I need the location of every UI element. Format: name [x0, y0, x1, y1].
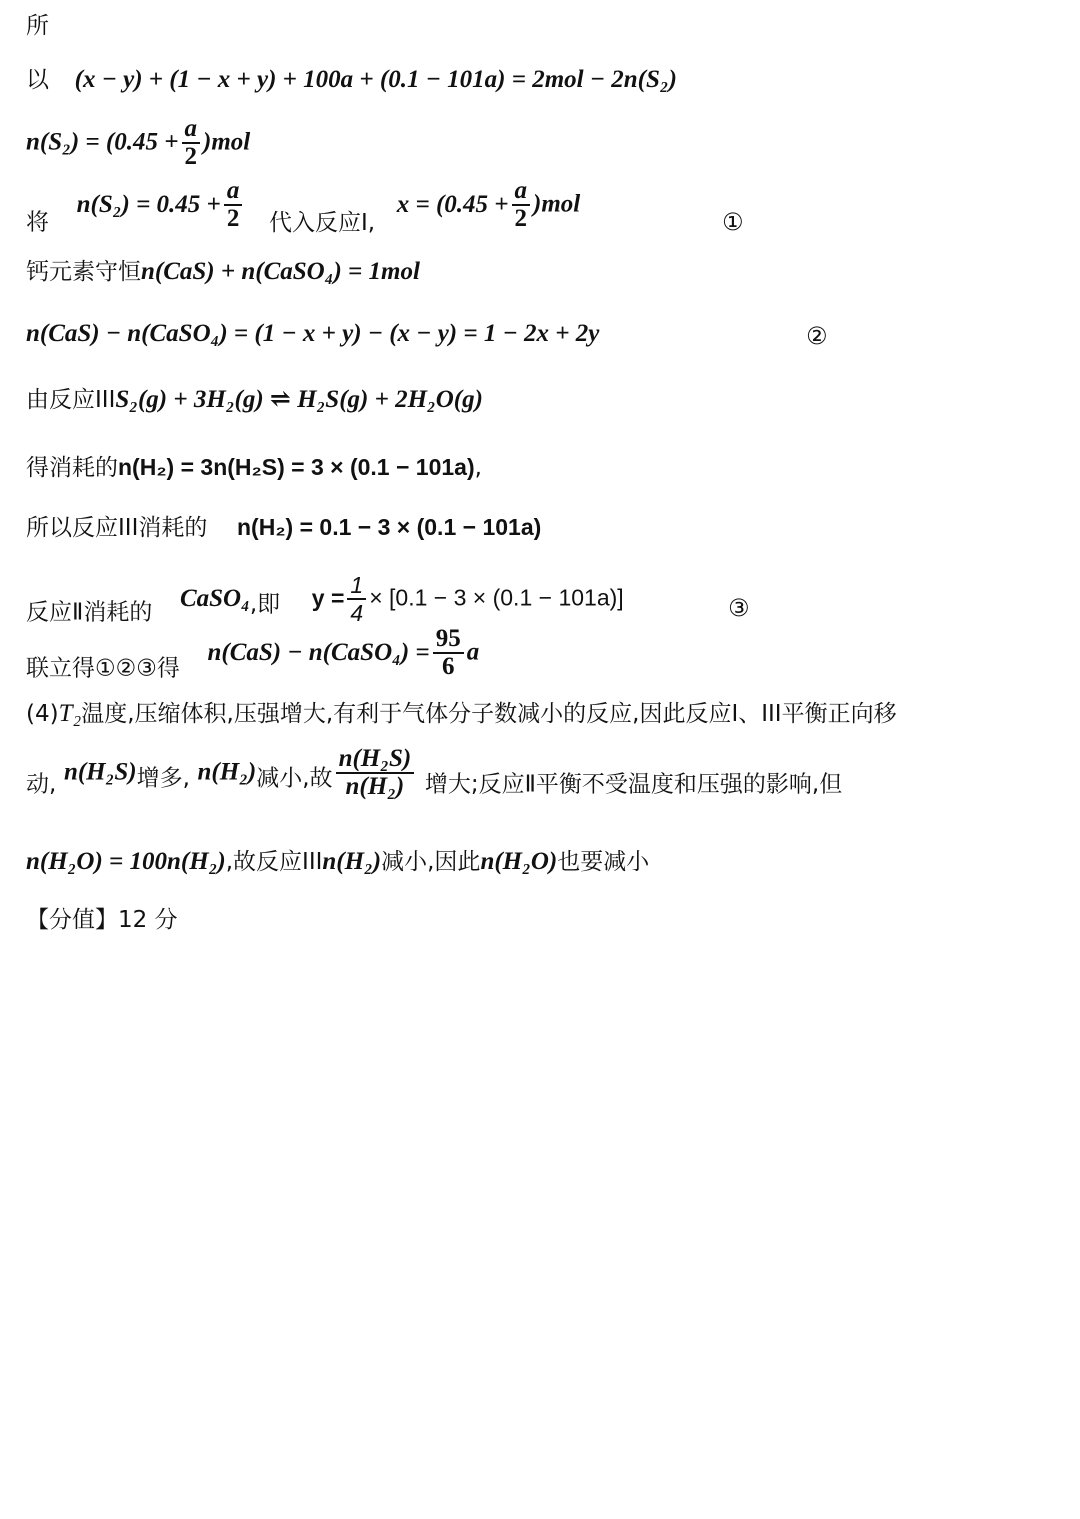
formula-caso4: CaSO₄: [179, 584, 250, 612]
text-substitute-reaction-1: 代入反应Ⅰ,: [268, 209, 376, 236]
text-increase: 增多,: [136, 765, 190, 792]
text-consumed: 得消耗的: [26, 455, 118, 481]
formula-n-h2: n(H₂): [197, 758, 257, 786]
line-6: [26, 318, 599, 349]
fraction-numerator: a: [512, 178, 531, 206]
text-part-4: (4): [26, 701, 59, 727]
line-2: [26, 64, 677, 95]
text-from-reaction-3: 由反应III: [26, 387, 116, 413]
fraction-numerator: n(H₂S): [336, 746, 415, 774]
line-3: [26, 116, 250, 170]
symbol-t2: T₂: [58, 700, 82, 727]
line-14: [26, 846, 649, 877]
fraction-numerator: 95: [433, 626, 464, 654]
line-5: [26, 256, 420, 287]
fraction-95-over-6: [433, 626, 464, 680]
equation-result-variable: a: [466, 638, 480, 666]
equation-ns2-rhs: )mol: [203, 128, 251, 156]
fraction-a-over-2: [224, 178, 243, 232]
fraction-denominator: n(H₂): [345, 773, 405, 800]
equation-calcium-difference: n(CaS) − n(CaSO₄) = (1 − x + y) − (x − y) = 1 − 2x + 2y: [26, 320, 600, 347]
text-decrease-therefore: 减小,因此: [381, 849, 481, 875]
fraction-h2s-over-h2: [336, 746, 415, 800]
formula-n-h2: n(H₂): [322, 848, 382, 875]
fraction-a-over-2: [512, 178, 531, 232]
marker-1: ①: [722, 208, 744, 236]
fraction-numerator: a: [182, 116, 201, 144]
fraction-a-over-2: [182, 116, 201, 170]
formula-n-h2s: n(H₂S): [63, 758, 137, 786]
text-reaction-2-consumed: 反应Ⅱ消耗的: [26, 599, 153, 626]
text-calcium-conservation: 钙元素守恒: [26, 259, 141, 285]
text-also-decrease: 也要减小: [557, 849, 650, 875]
line-15: [26, 904, 178, 935]
text-decrease-so: 减小,故: [256, 765, 333, 792]
text-explanation-2: 增大;反应Ⅱ平衡不受温度和压强的影响,但: [424, 771, 843, 798]
text-suo: 所: [26, 13, 49, 39]
text-move: 动,: [26, 771, 57, 798]
equation-result-lhs: n(CaS) − n(CaSO₄) =: [207, 638, 430, 666]
equation-h2-reaction-3: n(H₂) = 0.1 − 3 × (0.1 − 101a): [237, 514, 542, 540]
line-9: [26, 512, 541, 543]
fraction-1-over-4: [347, 572, 366, 626]
text-yi: 以: [26, 67, 49, 93]
text-comma: ,: [474, 455, 482, 481]
line-4: [26, 178, 580, 238]
equation-y-expression: × [0.1 − 3 × (0.1 − 101a)]: [369, 584, 624, 611]
fraction-denominator: 2: [514, 205, 528, 232]
text-reaction-3-consumed: 所以反应III消耗的: [26, 515, 208, 541]
equation-ns2-value: n(S₂) = 0.45 +: [76, 190, 221, 218]
equation-water-ratio: n(H₂O) = 100n(H₂): [26, 848, 226, 875]
marker-2: ②: [806, 322, 828, 350]
equation-calcium-sum: n(CaS) + n(CaSO₄) = 1mol: [141, 258, 420, 285]
line-10: [26, 572, 624, 628]
equation-ns2-lhs: n(S₂) = (0.45 +: [26, 128, 179, 156]
line-8: [26, 452, 482, 483]
fraction-denominator: 6: [441, 653, 455, 680]
equation-y-label: y =: [311, 584, 345, 611]
text-so-reaction-3: ,故反应III: [225, 849, 323, 875]
formula-n-h2o: n(H₂O): [480, 848, 558, 875]
equation-reaction-3: S₂(g) + 3H₂(g) ⇌ H₂S(g) + 2H₂O(g): [115, 386, 483, 413]
equation-h2-consumed: n(H₂) = 3n(H₂S) = 3 × (0.1 − 101a): [118, 454, 475, 480]
equation-x-unit: )mol: [533, 190, 581, 218]
fraction-numerator: 1: [347, 572, 366, 600]
fraction-denominator: 2: [226, 205, 240, 232]
line-11: [26, 626, 479, 684]
equation-x-value: x = (0.45 +: [396, 190, 509, 218]
line-13: [26, 746, 842, 800]
line-1: [26, 10, 49, 41]
fraction-denominator: 2: [184, 143, 197, 170]
fraction-denominator: 4: [350, 600, 364, 626]
line-7: [26, 384, 483, 415]
marker-3: ③: [728, 594, 750, 622]
text-jiang: 将: [26, 209, 49, 236]
line-12: [26, 698, 897, 729]
text-explanation-1: 温度,压缩体积,压强增大,有利于气体分子数减小的反应,因此反应Ⅰ、III平衡正向移: [81, 701, 897, 727]
equation-mass-balance: (x − y) + (1 − x + y) + 100a + (0.1 − 101a) = 2mol − 2n(S₂): [74, 66, 677, 93]
fraction-numerator: a: [224, 178, 243, 206]
score-label: 【分值】12 分: [26, 907, 178, 933]
text-combine: 联立得①②③得: [26, 655, 180, 682]
text-namely: ,即: [249, 591, 281, 618]
